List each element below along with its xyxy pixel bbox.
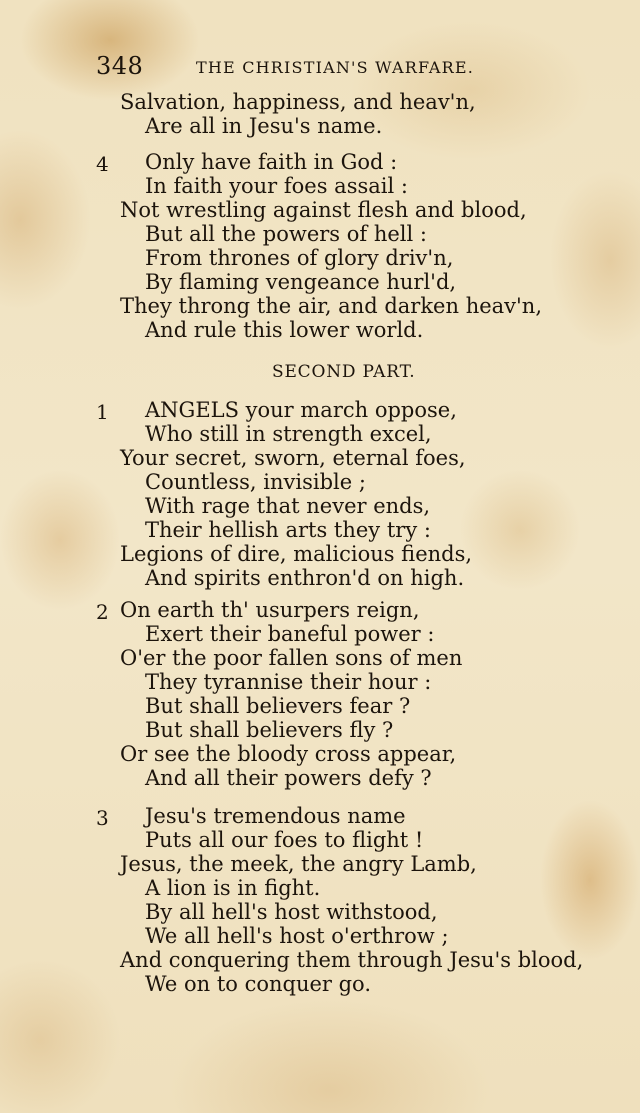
verse-line: Legions of dire, malicious fiends, xyxy=(120,542,473,566)
stanza-number: 4 xyxy=(96,152,109,176)
verse-line: But shall believers fly ? xyxy=(145,718,394,742)
running-head xyxy=(96,52,500,82)
verse-line: Are all in Jesu's name. xyxy=(145,114,383,138)
verse-line: By all hell's host withstood, xyxy=(145,900,438,924)
verse-line: From thrones of glory driv'n, xyxy=(145,246,454,270)
verse-line: On earth th' usurpers reign, xyxy=(120,598,420,622)
stanza-number: 2 xyxy=(96,600,109,624)
verse-line: Exert their baneful power : xyxy=(145,622,435,646)
stanza-number: 3 xyxy=(96,806,109,830)
verse-line: O'er the poor fallen sons of men xyxy=(120,646,463,670)
verse-line: Not wrestling against flesh and blood, xyxy=(120,198,527,222)
stanza-number: 1 xyxy=(96,400,109,424)
verse-line: Your secret, sworn, eternal foes, xyxy=(120,446,466,470)
verse-line: With rage that never ends, xyxy=(145,494,431,518)
verse-line: Their hellish arts they try : xyxy=(145,518,431,542)
verse-line: Jesu's tremendous name xyxy=(145,804,406,828)
verse-line: In faith your foes assail : xyxy=(145,174,408,198)
page-number: 348 xyxy=(96,52,144,80)
verse-line: Jesus, the meek, the angry Lamb, xyxy=(120,852,477,876)
verse-line: Who still in strength excel, xyxy=(145,422,432,446)
verse-line: But shall believers fear ? xyxy=(145,694,411,718)
verse-line: But all the powers of hell : xyxy=(145,222,427,246)
section-title: SECOND PART. xyxy=(272,362,416,382)
verse-line: Salvation, happiness, and heav'n, xyxy=(120,90,476,114)
verse-line: Countless, invisible ; xyxy=(145,470,366,494)
verse-line: They throng the air, and darken heav'n, xyxy=(120,294,542,318)
verse-line: Only have faith in God : xyxy=(145,150,398,174)
verse-line: ANGELS your march oppose, xyxy=(145,398,457,422)
verse-line: We all hell's host o'erthrow ; xyxy=(145,924,449,948)
running-title: THE CHRISTIAN'S WARFARE. xyxy=(196,58,475,77)
verse-line: A lion is in fight. xyxy=(145,876,321,900)
verse-line: By flaming vengeance hurl'd, xyxy=(145,270,457,294)
verse-line: And rule this lower world. xyxy=(145,318,424,342)
verse-line: And conquering them through Jesu's blood, xyxy=(120,948,584,972)
verse-line: And spirits enthron'd on high. xyxy=(145,566,465,590)
verse-line: And all their powers defy ? xyxy=(145,766,432,790)
verse-line: Puts all our foes to flight ! xyxy=(145,828,424,852)
verse-line: We on to conquer go. xyxy=(145,972,372,996)
verse-line: Or see the bloody cross appear, xyxy=(120,742,457,766)
verse-line: They tyrannise their hour : xyxy=(145,670,432,694)
